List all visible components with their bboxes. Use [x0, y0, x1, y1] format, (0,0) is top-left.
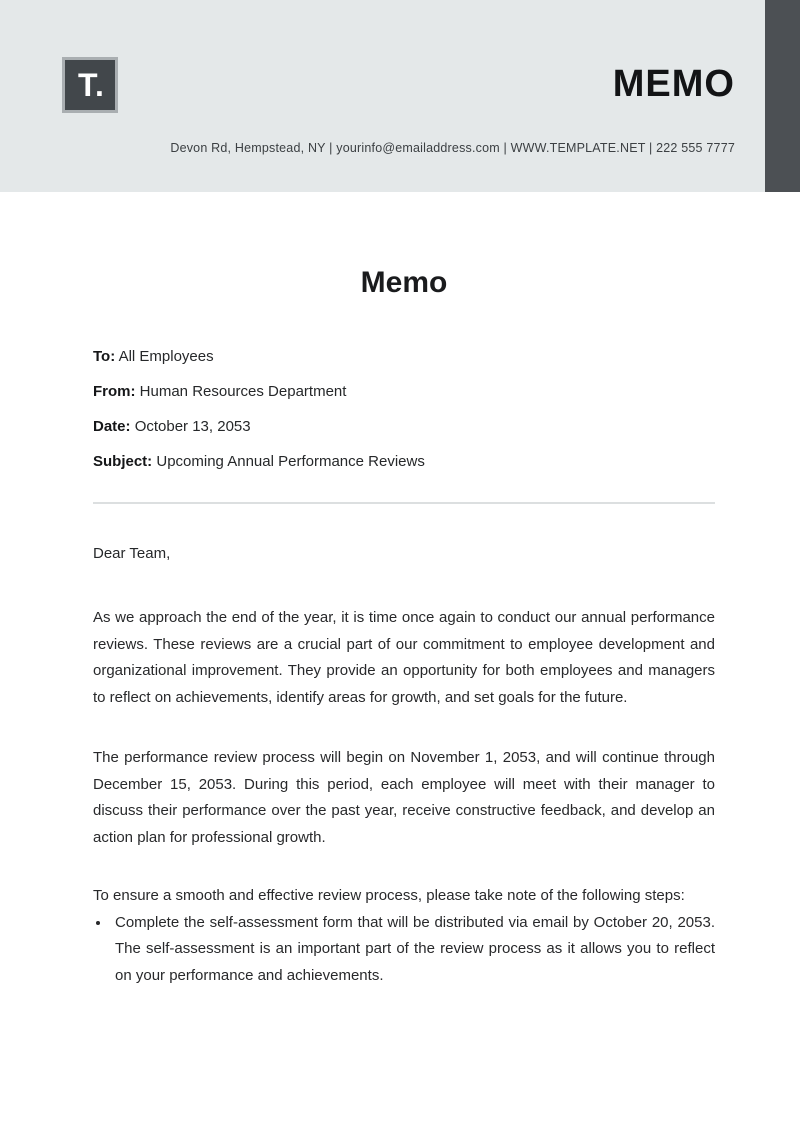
- meta-value-date: October 13, 2053: [134, 418, 251, 435]
- logo-monogram: T.: [78, 67, 105, 103]
- meta-label-subject: Subject:: [93, 453, 153, 470]
- meta-row-date: [93, 416, 715, 438]
- salutation: Dear Team,: [93, 545, 171, 562]
- meta-value-subject: Upcoming Annual Performance Reviews: [156, 453, 425, 470]
- letterhead-band: [0, 0, 800, 192]
- steps-intro: To ensure a smooth and effective review process, please take note of the following steps:: [93, 887, 685, 904]
- meta-value-to: All Employees: [118, 348, 214, 365]
- body-paragraph-1: As we approach the end of the year, it is time once again to conduct our annual performance reviews. These reviews are a crucial part of our commitment to employee development and organizational improvement. They provide an opportunity for both employees and managers to reflect on achievements, identify areas for growth, and set goals for the future.: [93, 609, 715, 706]
- letterhead-memo-title: MEMO: [612, 63, 735, 105]
- memo-meta-block: [93, 346, 715, 473]
- steps-list: [93, 910, 715, 990]
- accent-side-bar: [765, 0, 800, 192]
- meta-row-from: [93, 381, 715, 403]
- memo-document: [93, 192, 715, 989]
- section-divider: [93, 502, 715, 504]
- meta-row-to: [93, 346, 715, 368]
- meta-label-from: From:: [93, 383, 136, 400]
- step-item-1: • Complete the self-assessment form that will be distributed via email by October 20, 2053. The self-assessment is an important part of the review process as it allows you to reflect on your performance and achievements.: [111, 910, 715, 990]
- meta-row-subject: [93, 451, 715, 473]
- meta-value-from: Human Resources Department: [139, 383, 347, 400]
- body-paragraph-2: The performance review process will begin on November 1, 2053, and will continue through December 15, 2053. During this period, each employee will meet with their manager to discuss their performance over the past year, receive constructive feedback, and develop an action plan for professional growth.: [93, 749, 715, 846]
- page-title: Memo: [360, 266, 448, 299]
- company-logo: [62, 57, 118, 113]
- meta-label-to: To:: [93, 348, 116, 365]
- contact-info-line: Devon Rd, Hempstead, NY | yourinfo@emailaddress.com | WWW.TEMPLATE.NET | 222 555 7777: [170, 141, 735, 155]
- meta-label-date: Date:: [93, 418, 131, 435]
